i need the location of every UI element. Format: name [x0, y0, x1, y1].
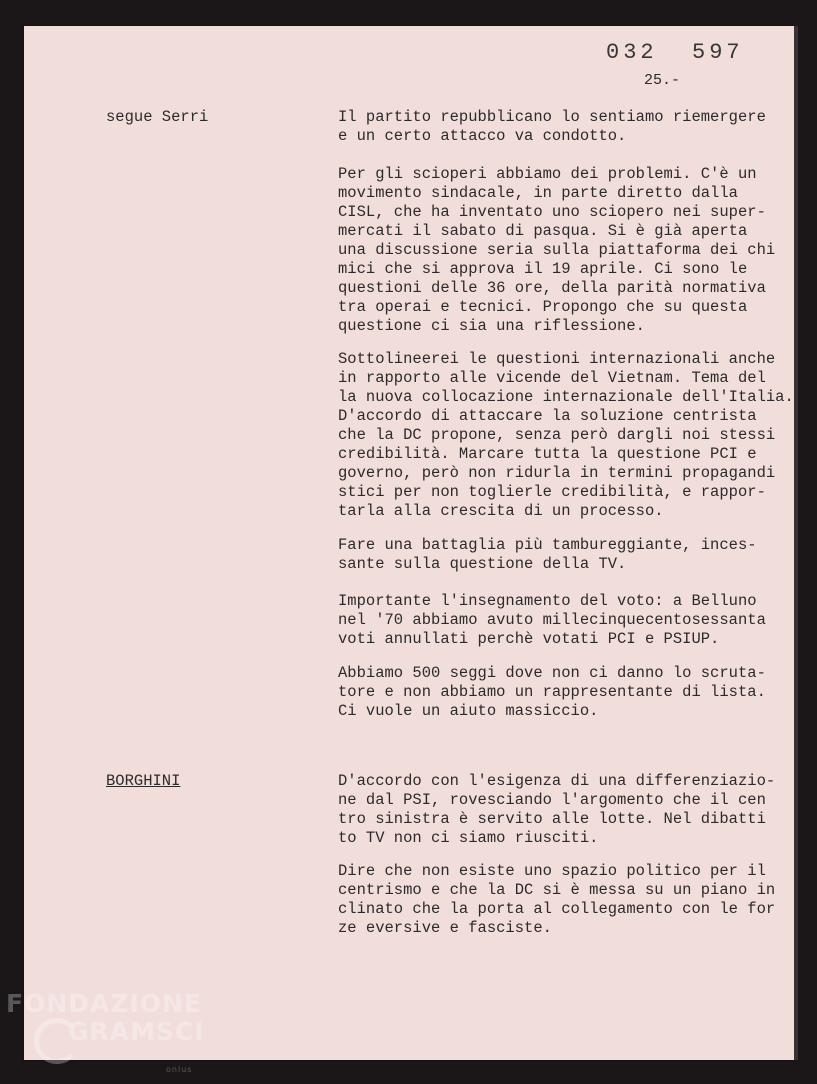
watermark-line3: onlus: [166, 1065, 193, 1074]
paragraph-serri-1: Il partito repubblicano lo sentiamo riemergere e un certo attacco va condotto.: [338, 108, 766, 145]
speaker-borghini: BORGHINI: [106, 772, 181, 790]
paragraph-borghini-2: Dire che non esiste uno spazio politico per il centrismo e che la DC si è messa su un piano in clinato che la porta al collegamento con le for ze eversive e fasciste.: [338, 862, 776, 937]
page-number: 25.-: [644, 72, 681, 89]
paragraph-serri-4: Fare una battaglia più tambureggiante, inces- sante sulla questione della TV.: [338, 536, 757, 573]
speaker-serri: segue Serri: [106, 108, 209, 126]
archive-stamp: 032 597: [606, 40, 744, 65]
paragraph-serri-2: Per gli scioperi abbiamo dei problemi. C'è un movimento sindacale, in parte diretto dalla CISL, che ha inventato uno sciopero nei super- mercati il sabato di pasqua. Si è già aperta una discussione seria sulla piattaforma dei chi mici che si approva il 19 aprile. Ci sono le questioni delle 36 ore, della parità normativa tra operai e tecnici. Propongo che su questa questione ci sia una riflessione.: [338, 165, 776, 335]
page-edge: [794, 26, 798, 1060]
watermark-line1: FONDAZIONE: [6, 989, 203, 1018]
paragraph-serri-6: Abbiamo 500 seggi dove non ci danno lo scruta- tore e non abbiamo un rappresentante di lista. Ci vuole un aiuto massiccio.: [338, 664, 766, 720]
watermark-line2: GRAMSCI: [68, 1017, 205, 1046]
paragraph-serri-3: Sottolineerei le questioni internazionali anche in rapporto alle vicende del Vietnam. Tema del la nuova collocazione internazionale dell'Italia. D'accordo di attaccare la soluzione centrista che la DC propone, senza però dargli noi stessi credibilità. Marcare tutta la questione PCI e governo, però non ridurla in termini propagandi stici per non toglierle credibilità, e rappor- tarla alla crescita di un processo.: [338, 350, 794, 520]
watermark: [6, 989, 205, 1074]
paragraph-borghini-1: D'accordo con l'esigenza di una differenziazio- ne dal PSI, rovesciando l'argomento che il cen tro sinistra è servito alle lotte. Nel dibatti to TV non ci siamo riusciti.: [338, 772, 776, 847]
paragraph-serri-5: Importante l'insegnamento del voto: a Belluno nel '70 abbiamo avuto millecinquecentosessanta voti annullati perchè votati PCI e PSIUP.: [338, 592, 766, 648]
